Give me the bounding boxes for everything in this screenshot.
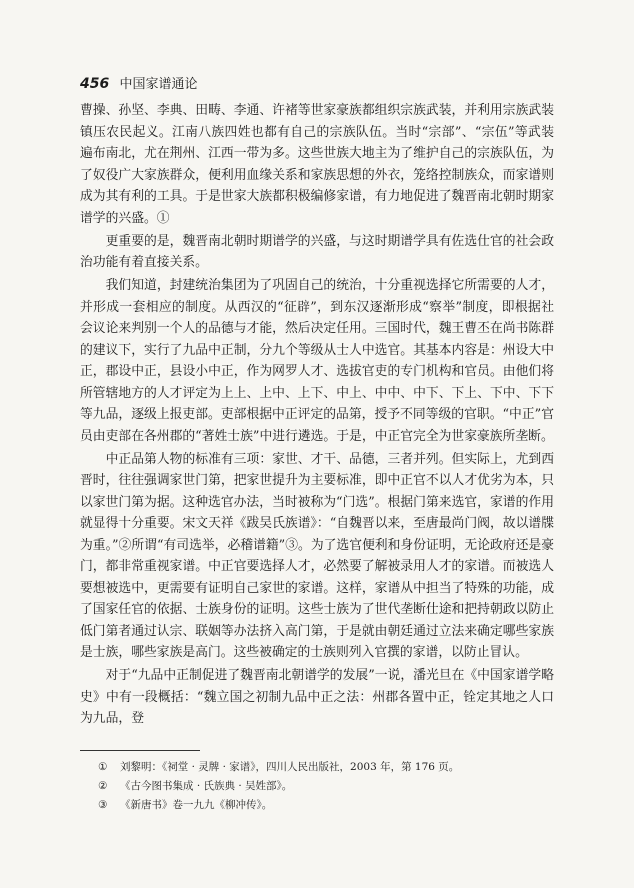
paragraph-1: 曹操、孙坚、李典、田畴、李通、许褚等世家豪族都组织宗族武装，并利用宗族武装镇压农民起义。江南八族四姓也都有自己的宗族队伍。当时“宗部”、“宗伍”等武装遍布南北，尤在荆州、江西一带为多。这些世族大地主为了维护自己的宗族队伍，为了奴役广大家族群众，便利用血缘关系和家族思想的外衣，笼络控制族众，而家谱则成为其有利的工具。于是世家大族都积极编修家谱，有力地促进了魏晋南北朝时期家谱学的兴盛。① — [80, 103, 554, 226]
footnote-3 — [98, 796, 554, 815]
footnote-text: 《古今图书集成 · 氏族典 · 吴姓部》。 — [120, 780, 293, 792]
paragraph-4: 中正品第人物的标准有三项：家世、才干、品德，三者并列。但实际上，尤到西晋时，往往强调家世门第，把家世提升为主要标准，即中正官不以人才优劣为本，只以家世门第为据。这种选官办法，当时被称为“门选”。根据门第来选官，家谱的作用就显得十分重要。宋文天祥《跋吴氏族谱》：“自魏晋以来，至唐最尚门阀，故以谱牒为重。”②所谓“有司选举，必稽谱籍”③。为了选官便利和身份证明，无论政府还是豪门，都非常重视家谱。中正官要选择人才，必然要了解被录用人才的家谱。而被选人要想被选中，更需要有证明自己家世的家谱。这样，家谱从中担当了特殊的功能，成了国家任官的依据、士族身份的证明。这些士族为了世代垄断仕途和把持朝政以防止低门第者通过认宗、联姻等办法挤入高门第，于是就由朝廷通过立法来确定哪些家族是士族，哪些家族是高门。这些被确定的士族则列入官撰的家谱，以防止冒认。 — [80, 451, 554, 660]
footnote-text: 《新唐书》卷一九九《柳冲传》。 — [120, 799, 273, 811]
footnote-mark: ② — [98, 780, 108, 792]
paragraph-2: 更重要的是，魏晋南北朝时期谱学的兴盛，与这时期谱学具有佐选仕官的社会政治功能有着直接关系。 — [80, 233, 554, 270]
book-title: 中国家谱通论 — [119, 77, 198, 92]
page-number: 456 — [80, 76, 110, 92]
running-header — [80, 73, 198, 92]
footnote-2 — [98, 777, 554, 796]
footnote-text: 刘黎明：《祠堂 · 灵牌 · 家谱》，四川人民出版社，2003 年，第 176 页。 — [120, 761, 460, 773]
footnote-1 — [98, 758, 554, 777]
footnotes — [98, 758, 554, 815]
body-text — [80, 100, 554, 731]
footnote-mark: ③ — [98, 799, 108, 811]
footnote-mark: ① — [98, 761, 108, 773]
paragraph-5: 对于“九品中正制促进了魏晋南北朝谱学的发展”一说，潘光旦在《中国家谱学略史》中有一段概括：“魏立国之初制九品中正之法：州郡各置中正，铨定其地之人口为九品，登 — [80, 668, 554, 726]
footnote-divider — [80, 750, 200, 751]
paragraph-3: 我们知道，封建统治集团为了巩固自己的统治，十分重视选择它所需要的人才，并形成一套相应的制度。从西汉的“征辟”，到东汉逐渐形成“察举”制度，即根据社会议论来判别一个人的品德与才能，然后决定任用。三国时代，魏王曹丕在尚书陈群的建议下，实行了九品中正制，分九个等级从士人中选官。其基本内容是：州设大中正，郡设中正，县设小中正，作为网罗人才、选拔官吏的专门机构和官员。由他们将所管辖地方的人才评定为上上、上中、上下、中上、中中、中下、下上、下中、下下等九品，逐级上报吏部。吏部根据中正评定的品第，授予不同等级的官职。“中正”官员由吏部在各州郡的“著姓士族”中进行遴选。于是，中正官完全为世家豪族所垄断。 — [80, 278, 554, 444]
